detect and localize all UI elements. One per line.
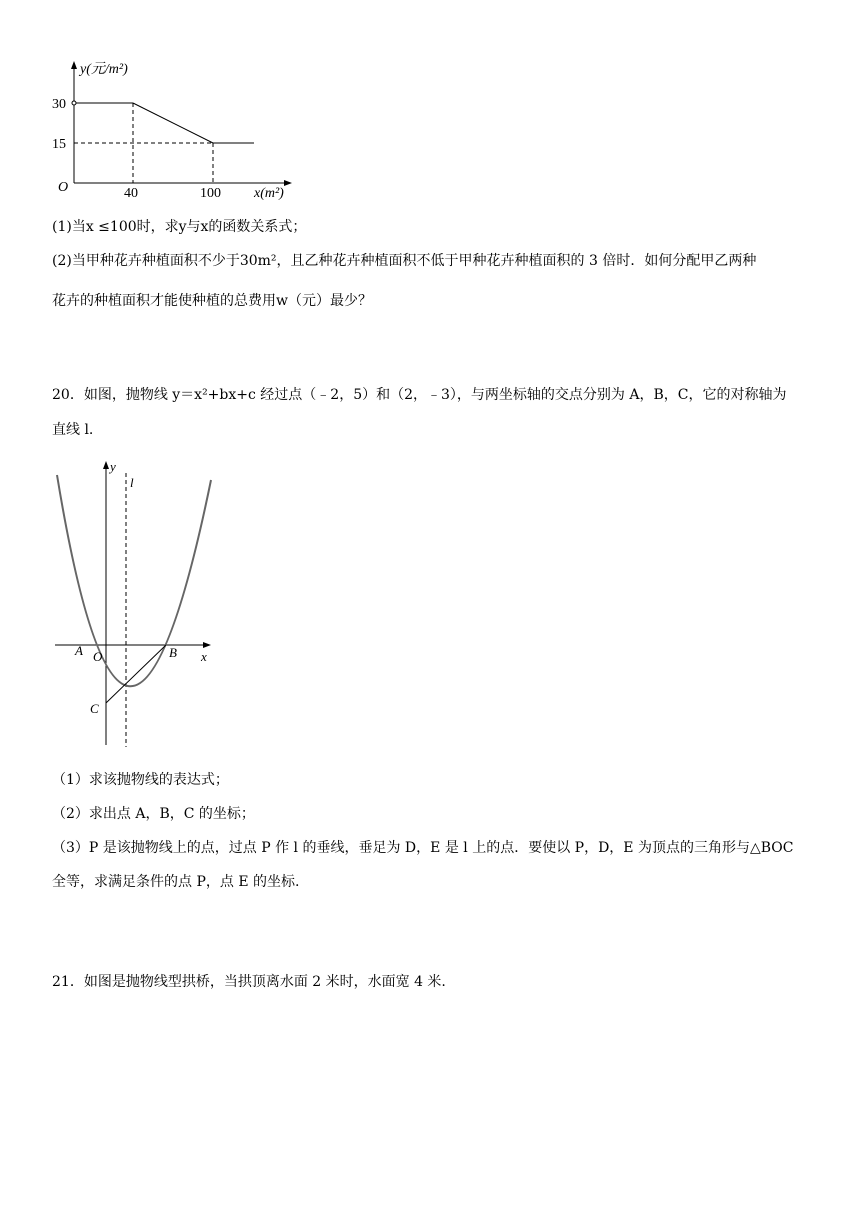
segment-decreasing (133, 103, 213, 143)
price-graph-figure (40, 55, 310, 205)
x-tick-40: 40 (124, 186, 138, 201)
point-b-label: B (169, 645, 177, 660)
x-label: x (201, 649, 207, 664)
origin-label: O (93, 649, 103, 664)
segment-bc (106, 645, 166, 703)
y-tick-15: 15 (52, 137, 66, 152)
x-axis-arrow (203, 642, 211, 648)
q19-part2-line2: 花卉的种植面积才能使种植的总费用w（元）最少？ (52, 293, 372, 309)
point-c-label: C (90, 701, 99, 716)
point-a-label: A (75, 643, 83, 658)
y-axis-label: y(元/m²) (80, 62, 128, 77)
y-label: y (110, 459, 116, 474)
x-tick-100: 100 (200, 186, 221, 201)
l-label: l (130, 475, 134, 490)
q20-stem-line1: 20．如图，抛物线 y＝x²+bx+c 经过点（﹣2，5）和（2，﹣3），与两坐标轴的交点分别为 A，B，C，它的对称轴为 (52, 387, 787, 403)
y-tick-30: 30 (52, 97, 66, 112)
q20-part2: （2）求出点 A，B，C 的坐标； (52, 806, 255, 822)
q19-part1: (1)当x ≤100时，求y与x的函数关系式； (52, 219, 307, 235)
origin-label: O (58, 180, 69, 195)
y-axis-arrow (103, 461, 109, 469)
x-axis-arrow (284, 180, 292, 186)
q20-part3-line2: 全等，求满足条件的点 P，点 E 的坐标. (52, 874, 300, 890)
q21-stem: 21．如图是抛物线型拱桥，当拱顶离水面 2 米时，水面宽 4 米. (52, 974, 446, 990)
q20-part3-line1: （3）P 是该抛物线上的点，过点 P 作 l 的垂线，垂足为 D，E 是 l 上的点．要使以 P，D，E 为顶点的三角形与△BOC (52, 840, 794, 856)
x-axis-label: x(m²) (254, 186, 284, 201)
q20-part1: （1）求该抛物线的表达式； (52, 772, 229, 788)
y-axis-arrow (71, 61, 77, 69)
open-endpoint (72, 101, 76, 105)
q19-part2-line1: (2)当甲种花卉种植面积不少于30m²，且乙种花卉种植面积不低于甲种花卉种植面积的 3 倍时．如何分配甲乙两种 (52, 253, 757, 269)
q20-stem-line2: 直线 l. (52, 422, 94, 438)
parabola-figure (50, 455, 230, 755)
